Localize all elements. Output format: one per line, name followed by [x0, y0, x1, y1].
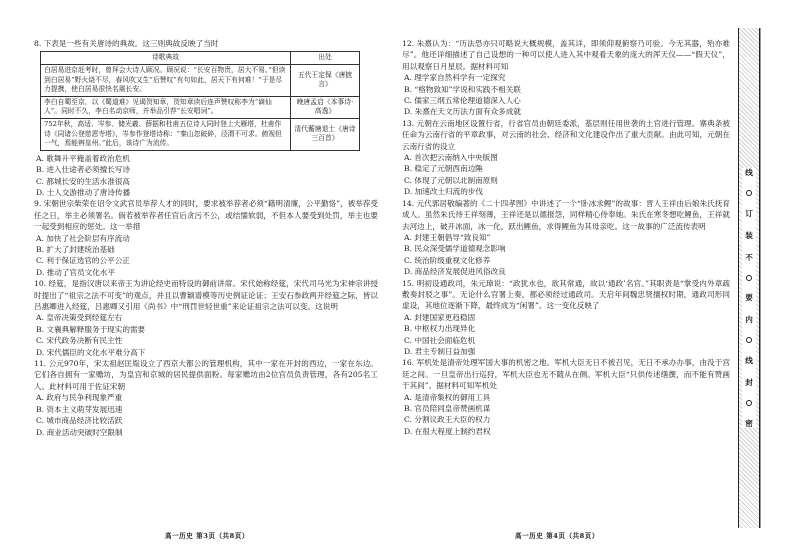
option-a[interactable]: A. 首次把云南纳入中央版图: [404, 153, 498, 163]
option-d[interactable]: D. 士人交游推动了唐诗传播: [36, 187, 131, 197]
option-c[interactable]: C. 分割议政王大臣的权力: [404, 415, 491, 425]
option-d[interactable]: D. 加速改土归流的步伐: [404, 187, 483, 197]
circle-mark-icon: [746, 275, 752, 281]
question-12: [402, 38, 730, 118]
question-15-stem: 15. 明初设通政司，朱元璋说：“政犹水也，欲其常通，故以‘通政’名官。”其职责是“掌受内外章疏敷奏封驳之事”。无论什么官署上奏，都必须经过通政司。天启年间魏忠贤擅权时期，通政司形同虚设，其地位逐渐下降，最终成为“闲署”。这一变化反映了: [402, 278, 730, 311]
table-cell-source: 晚唐孟启《本事诗·高逸》: [291, 96, 360, 118]
binding-char: 封: [745, 378, 753, 388]
table-header-source: 出处: [291, 52, 360, 65]
option-c[interactable]: C. 都城长安的生活水准很高: [36, 176, 130, 186]
option-a[interactable]: A. 政府与民争利现象严重: [36, 393, 123, 403]
binding-char: 装: [745, 230, 753, 240]
question-15: [402, 278, 730, 358]
question-13: [402, 118, 730, 198]
question-9-stem: 9. 宋朝世宗柴荣在诏令文武官员举荐人才的同时，要求被举荐者必须“籍明清廉，公平勤恪”，被举荐受任之日，举主必须署名。倘若被举荐者任官后贪污不公，或结懦软弱，不但本人要受到处罚，举主也要一起受到相应的惩处。这一举措: [34, 199, 378, 232]
option-c[interactable]: C. 统治阶级重视文化修养: [404, 255, 491, 265]
page-footer-right: 高一历史 第4页（共8页）: [515, 532, 599, 540]
option-b[interactable]: B. 民众深受儒学道德观念影响: [404, 244, 506, 254]
option-c[interactable]: C. 儒家三纲五常伦理道德深入人心: [404, 96, 521, 106]
question-16-stem: 16. 军机处是清帝处理军国大事的机密之地。军机大臣无日不被召见，无日不承办办事，由没于宫廷之间。一旦皇帝出行巡狩，军机大臣也无不随从在侧。军机大臣“只供传述缮撰，而不能有赞画于其间”。据材料可知军机处: [402, 358, 730, 391]
option-d[interactable]: D. 宋代儒臣的文化水平难分高下: [36, 347, 146, 357]
circle-mark-icon: [746, 400, 752, 406]
option-b[interactable]: B. “格物致知”学说和实践不相关联: [404, 84, 521, 94]
question-16: [402, 357, 730, 437]
option-d[interactable]: D. 商业活动突破时空限制: [36, 427, 123, 437]
question-8-stem: 8. 下表是一些有关唐诗的典故。这三则典故反映了当时: [34, 39, 219, 48]
option-b[interactable]: B. 中枢权力出现异化: [404, 324, 476, 334]
option-c[interactable]: C. 城市商品经济比较活跃: [36, 416, 123, 426]
question-8: [34, 38, 378, 198]
table-row: [41, 118, 360, 150]
option-b[interactable]: B. 稳定了元朝西南边陲: [404, 164, 483, 174]
option-a[interactable]: A. 是清帝集权的御用工具: [404, 392, 491, 402]
question-11: [34, 358, 378, 438]
right-column: [402, 38, 730, 437]
binding-strip: [738, 28, 760, 528]
option-b[interactable]: B. 进入仕途者必须擅长写诗: [36, 165, 130, 175]
option-d[interactable]: D. 推动了官员文化水平: [36, 267, 115, 277]
option-d[interactable]: D. 商品经济发展促进风俗改良: [404, 267, 506, 277]
option-b[interactable]: B. 扩大了封建统治基础: [36, 245, 115, 254]
option-b[interactable]: B. 文襄典解释服务于现实的需要: [36, 324, 146, 334]
option-d[interactable]: D. 朱熹在天文历法方面有众多成就: [404, 107, 521, 117]
allusion-table: [40, 51, 360, 150]
option-c[interactable]: C. 体现了元朝以北制南原则: [404, 175, 498, 185]
question-12-stem: 12. 朱熹认为：“历法恐亦只可略说大概规模，盖其详，即须仰观俯察乃可验。今无其器，殆亦难尽”。他还详细描述了自己设想的一种可以使人进入其中观看天象的庞大的浑天仪——“假天仪”，用以观察日月星辰。据材料可知: [402, 39, 730, 71]
table-header-row: [41, 52, 360, 65]
question-10-stem: 10. 经筵，是指汉唐以来帝王为讲论经史而特设的御前讲席。宋代始称经筵，宋代司马光为宋神宗讲授时提出了“祖宗之法不可变”的观点，并且以曹颖谱模等历史例证论证；王安石参政两开经筵之际，皆以吕惠卿进入经筵，吕惠卿又引用《尚书》中“刑罚世轻世重”来论证祖宗之法可以变。这说明: [34, 279, 378, 312]
question-14: [402, 198, 730, 278]
option-a[interactable]: A. 封建王朝倡导“致良知”: [404, 232, 491, 242]
option-a[interactable]: A. 歌舞升平掩盖着政治危机: [36, 153, 130, 163]
option-d[interactable]: D. 在很大程度上制约君权: [404, 426, 491, 436]
binding-char: 不: [745, 252, 753, 262]
table-cell-source: 清代蘅塘退士《唐诗三百首》: [291, 118, 360, 150]
question-10: [34, 278, 378, 358]
question-9: [34, 198, 378, 278]
option-a[interactable]: A. 理学家自然科学有一定探究: [404, 73, 506, 83]
option-c[interactable]: C. 宋代政务决断有民主性: [36, 336, 123, 346]
question-11-stem: 11. 公元970年，宋太祖赵匡胤设立了西京大都公的管理机构，其中一家在开封的西边，一家在东边。它们各自拥有一家赡坊，为皇宫和京城的居民提供面粉。每家赡坊由2位官员负责管理，各有205名工人。此材料可用于佐证宋朝: [34, 359, 378, 391]
question-14-stem: 14. 元代郭居敬编著的《二十四孝图》中讲述了一个“卧冰求鲤”的故事：晋人王祥由后娘朱氏抚育成人。虽然朱氏待王祥刻薄，王祥还是以德报怨，同样精心侍奉她。朱氏在寒冬想吃鲤鱼，王祥就去河边上，破开冰面，冰一化，跃出鲤鱼，求得鲤鱼为其母亲吃。这一故事的广泛流传表明: [402, 198, 730, 231]
table-header-allusion: 诗歌典故: [41, 52, 291, 65]
option-a[interactable]: A. 皇帝决策受到经筵左右: [36, 313, 123, 323]
table-cell-source: 五代王定保《唐摭言》: [291, 65, 360, 97]
option-b[interactable]: B. 资本主义萌芽发展迅速: [36, 404, 123, 414]
left-column: [34, 38, 378, 438]
page-edge-line: [760, 28, 761, 528]
table-row: [41, 96, 360, 118]
table-row: [41, 65, 360, 97]
option-c[interactable]: C. 中国社会面临危机: [404, 335, 476, 345]
table-cell-text: 752年秋，高适、岑参、储光羲、薛据和杜甫五位诗人同时登上大雁塔，杜甫作诗《同诸公登慈恩寺塔》，岑参作登塔诗称：“秦山忽破碎，泾渭不可求。俯视但一气，焉能辨皇州。”此后，该诗广为流传。: [41, 118, 291, 150]
binding-char: 线: [745, 356, 753, 366]
option-a[interactable]: A. 加快了社会阶层有序流动: [36, 233, 130, 243]
option-c[interactable]: C. 利于保证选官的公平公正: [36, 256, 130, 266]
option-b[interactable]: B. 官员陪同皇帝赞画机谋: [404, 404, 491, 413]
binding-char: 线: [745, 168, 753, 177]
binding-strip-label: [742, 168, 756, 428]
table-cell-text: 李白自蜀至京，以《蜀道难》见谒贺知章，贺知章读后连声赞叹称李为“谪仙人”。同时不久，李白名动京师，并举品引荐“长安唱词”。: [41, 96, 291, 118]
binding-char: 内: [745, 315, 753, 325]
table-cell-text: 白居易进京赶考时，曾拜会大诗人顾况。顾况说：“长安百物贵，居大不易。”但读到白居易“野火烧不尽，春风吹又生”后赞叹“有句如此，居天下有何难！”于是尽力提携，使白居易很快名震长安。: [41, 65, 291, 97]
binding-char: 密: [745, 418, 753, 428]
option-d[interactable]: D. 君主专制日益加强: [404, 346, 476, 356]
binding-char: 订: [745, 208, 753, 218]
circle-mark-icon: [746, 190, 752, 196]
question-13-stem: 13. 元朝在云南地区设置行省，行省官员由朝廷委派，基层则任用世袭的土官进行管理。寨典条被任命为云南行省的平章政事，对云南的社会、经济和文化建设作出了重大贡献。由此可知，元朝在云南行省的设立: [402, 118, 730, 151]
binding-char: 要: [745, 293, 753, 303]
page-footer-left: 高一历史 第3页（共8页）: [165, 532, 249, 540]
circle-mark-icon: [746, 337, 752, 343]
option-a[interactable]: A. 封建国家更趋稳固: [404, 312, 476, 322]
